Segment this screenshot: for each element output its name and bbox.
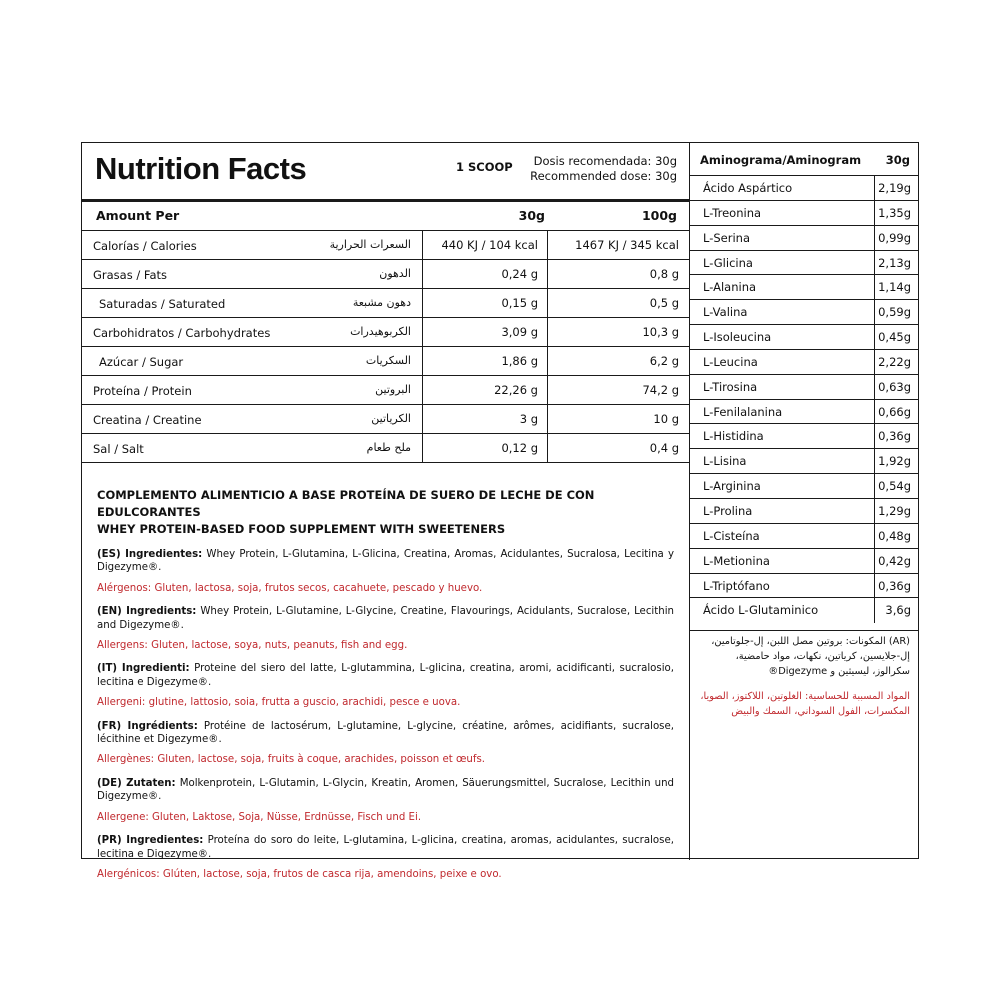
ingredients-es-text: Whey Protein, L-Glutamina, L-Glicina, Creatina, Aromas, Acidulantes, Sucralosa, Lecitina y Digezyme®.: [97, 549, 674, 574]
amino-value: 0,42g: [874, 549, 918, 574]
amino-name: L-Tirosina: [703, 379, 758, 394]
amino-value: 0,45g: [874, 325, 918, 350]
ingredients-fr: [97, 720, 674, 747]
ingredients-en: [97, 605, 674, 632]
column-header-30g: 30g: [518, 208, 545, 223]
nutrient-row: [82, 260, 689, 289]
amino-value: 2,13g: [874, 251, 918, 276]
amino-name: L-Triptófano: [703, 578, 770, 593]
headline-es: COMPLEMENTO ALIMENTICIO A BASE PROTEÍNA DE SUERO DE LECHE DE CON EDULCORANTES: [97, 488, 595, 519]
nutrient-name-arabic: السكريات: [365, 354, 411, 367]
nutrient-value-30g: 0,12 g: [422, 434, 547, 463]
amino-row: [690, 201, 918, 226]
amount-per-row: [82, 202, 690, 231]
nutrition-title: Nutrition Facts: [95, 151, 307, 186]
amino-name: L-Serina: [703, 230, 750, 245]
recommended-dose: [530, 154, 677, 184]
amount-per-label: Amount Per: [96, 208, 180, 223]
nutrient-table: [82, 231, 690, 463]
ingredients-it-label: (IT) Ingredienti:: [97, 663, 190, 675]
amino-value: 1,14g: [874, 275, 918, 300]
nutrient-name-arabic: الكربوهيدرات: [350, 325, 411, 338]
ingredients-it: [97, 662, 674, 689]
nutrient-value-30g: 440 KJ / 104 kcal: [422, 231, 547, 260]
nutrient-value-30g: 3 g: [422, 405, 547, 434]
amino-row: [690, 226, 918, 251]
amino-name: L-Lisina: [703, 454, 747, 469]
dose-en: Recommended dose: 30g: [530, 169, 677, 183]
amino-row: [690, 375, 918, 400]
amino-row: [690, 598, 918, 623]
nutrient-name-arabic: الدهون: [379, 267, 411, 280]
product-description: [82, 463, 690, 880]
amino-value: 2,19g: [874, 176, 918, 201]
nutrient-name: Creatina / Creatine: [93, 413, 202, 427]
amino-row: [690, 300, 918, 325]
ingredients-pr-text: Proteína do soro do leite, L-glutamina, L-glicina, creatina, aromas, acidulantes, sucralose, lecitina e Digezyme®.: [97, 835, 674, 860]
nutrition-facts-panel: [82, 143, 690, 880]
aminogram-table: [690, 176, 918, 631]
nutrient-name-arabic: البروتين: [375, 383, 411, 396]
nutrient-value-100g: 10 g: [547, 405, 690, 434]
aminogram-title: Aminograma/Aminogram: [700, 153, 862, 167]
amino-name: L-Leucina: [703, 354, 758, 369]
nutrient-name-arabic: السعرات الحرارية: [329, 238, 411, 251]
headline-en: WHEY PROTEIN-BASED FOOD SUPPLEMENT WITH SWEETENERS: [97, 522, 506, 536]
amino-value: 2,22g: [874, 350, 918, 375]
amino-value: 1,29g: [874, 499, 918, 524]
amino-value: 1,92g: [874, 449, 918, 474]
amino-row: [690, 275, 918, 300]
dose-es: Dosis recomendada: 30g: [533, 154, 677, 168]
amino-name: L-Isoleucina: [703, 330, 772, 345]
amino-name: L-Alanina: [703, 280, 757, 295]
nutrient-row: [82, 231, 689, 260]
ingredients-pr: [97, 834, 674, 861]
amino-name: Ácido L-Glutaminico: [703, 603, 819, 618]
amino-name: L-Fenilalanina: [703, 404, 783, 419]
serving-size: 1 SCOOP: [456, 160, 513, 174]
amino-name: L-Treonina: [703, 205, 762, 220]
amino-value: 0,59g: [874, 300, 918, 325]
nutrient-value-100g: 10,3 g: [547, 318, 690, 347]
amino-row: [690, 400, 918, 425]
amino-value: 3,6g: [874, 598, 918, 623]
ingredients-de-text: Molkenprotein, L-Glutamin, L-Glycin, Kreatin, Aromen, Säuerungsmittel, Sucralose, Lecithin und Digezyme®.: [97, 777, 674, 803]
nutrient-value-30g: 22,26 g: [422, 376, 547, 405]
nutrient-value-100g: 0,5 g: [547, 289, 690, 318]
nutrition-header: [82, 143, 690, 199]
amino-name: L-Valina: [703, 305, 748, 320]
nutrient-name: Azúcar / Sugar: [99, 355, 184, 369]
nutrient-name: Proteína / Protein: [93, 384, 192, 398]
nutrition-label: [81, 142, 919, 880]
nutrient-row: [82, 405, 689, 434]
nutrient-name-arabic: دهون مشبعة: [352, 296, 411, 309]
product-headline: [97, 487, 674, 538]
amino-name: L-Arginina: [703, 479, 761, 494]
allergens-de: Allergene: Gluten, Laktose, Soja, Nüsse, Erdnüsse, Fisch und Ei.: [97, 811, 422, 823]
ingredients-es-label: (ES) Ingredientes:: [97, 549, 203, 560]
allergens-en: Allergens: Gluten, lactose, soya, nuts, peanuts, fish and egg.: [97, 640, 408, 652]
amino-row: [690, 549, 918, 574]
nutrient-value-100g: 74,2 g: [547, 376, 690, 405]
ingredients-de: [97, 777, 674, 804]
amino-row: [690, 424, 918, 449]
allergens-pr: Alergénicos: Glúten, lactose, soja, frutos de casca rija, amendoins, peixe e ovo.: [97, 868, 502, 880]
ingredients-it-text: Proteine del siero del latte, L-glutammina, L-glicina, creatina, aromi, acidificanti, sucralosio, lecitina e Digezyme®.: [97, 663, 675, 688]
ingredients-es: [97, 548, 674, 575]
amino-row: [690, 325, 918, 350]
nutrient-row: [82, 376, 689, 405]
amino-value: 0,36g: [874, 424, 918, 449]
nutrient-row: [82, 289, 689, 318]
amino-value: 0,99g: [874, 226, 918, 251]
nutrient-name: Carbohidratos / Carbohydrates: [93, 326, 271, 340]
nutrient-value-100g: 0,8 g: [547, 260, 690, 289]
nutrient-name-arabic: الكرياتين: [371, 412, 411, 425]
nutrient-name: Calorías / Calories: [93, 239, 197, 253]
nutrient-value-30g: 3,09 g: [422, 318, 547, 347]
amino-value: 1,35g: [874, 201, 918, 226]
amino-name: L-Metionina: [703, 553, 770, 568]
nutrient-value-100g: 0,4 g: [547, 434, 690, 463]
allergens-it: Allergeni: glutine, lattosio, soia, frutta a guscio, arachidi, pesce e uova.: [97, 697, 461, 709]
ingredients-en-label: (EN) Ingredients:: [97, 606, 197, 618]
arabic-ingredients-block: [696, 634, 910, 719]
ingredients-fr-label: (FR) Ingrédients:: [97, 720, 198, 732]
amino-name: L-Prolina: [703, 503, 753, 518]
column-header-100g: 100g: [641, 208, 677, 223]
allergens-fr: Allergènes: Gluten, lactose, soja, fruits à coque, arachides, poisson et œufs.: [97, 754, 486, 766]
aminogram-serving: 30g: [885, 153, 910, 167]
amino-row: [690, 474, 918, 499]
nutrient-name: Grasas / Fats: [93, 268, 168, 282]
nutrient-name-arabic: ملح طعام: [366, 441, 411, 454]
ingredients-de-label: (DE) Zutaten:: [97, 777, 176, 789]
nutrient-value-30g: 0,24 g: [422, 260, 547, 289]
amino-row: [690, 251, 918, 276]
amino-row: [690, 499, 918, 524]
amino-row: [690, 574, 918, 599]
nutrient-value-30g: 0,15 g: [422, 289, 547, 318]
amino-row: [690, 350, 918, 375]
amino-value: 0,36g: [874, 574, 918, 599]
nutrient-row: [82, 318, 689, 347]
nutrient-name: Saturadas / Saturated: [99, 297, 226, 311]
amino-name: L-Cisteína: [703, 528, 760, 543]
amino-name: L-Histidina: [703, 429, 764, 444]
amino-row: [690, 449, 918, 474]
amino-value: 0,48g: [874, 524, 918, 549]
nutrient-row: [82, 347, 689, 376]
amino-value: 0,63g: [874, 375, 918, 400]
nutrient-value-100g: 6,2 g: [547, 347, 690, 376]
allergens-es: Alérgenos: Gluten, lactosa, soja, frutos secos, cacahuete, pescado y huevo.: [97, 582, 483, 594]
ingredients-ar: (AR) المكونات: بروتين مصل اللبن، إل-جلوتامين، إل-جلايسين، كرياتين، نكهات، مواد حامضية، سكرالوز، ليسيثين و Digezyme®: [711, 636, 910, 677]
aminogram-panel: [690, 143, 918, 858]
amino-name: L-Glicina: [703, 255, 753, 270]
aminogram-header: [690, 143, 918, 176]
nutrient-value-30g: 1,86 g: [422, 347, 547, 376]
ingredients-en-text: Whey Protein, L-Glutamine, L-Glycine, Creatine, Flavourings, Acidulants, Sucralose, Lecithin and Digezyme®.: [97, 606, 674, 631]
nutrient-row: [82, 434, 689, 463]
nutrient-name: Sal / Salt: [93, 442, 144, 456]
amino-row: [690, 524, 918, 549]
ingredients-pr-label: (PR) Ingredientes:: [97, 835, 204, 847]
amino-value: 0,54g: [874, 474, 918, 499]
amino-name: Ácido Aspártico: [703, 181, 793, 195]
nutrient-value-100g: 1467 KJ / 345 kcal: [547, 231, 690, 260]
amino-row: [690, 176, 918, 201]
amino-value: 0,66g: [874, 400, 918, 425]
ingredients-fr-text: Protéine de lactosérum, L-glutamine, L-glycine, créatine, arômes, acidifiants, sucralose, lécithine et Digezyme®.: [97, 720, 674, 746]
allergens-ar: المواد المسببة للحساسية: الغلوتين، اللاكتوز، الصويا، المكسرات، الفول السوداني، السمك والبيض: [700, 691, 910, 717]
